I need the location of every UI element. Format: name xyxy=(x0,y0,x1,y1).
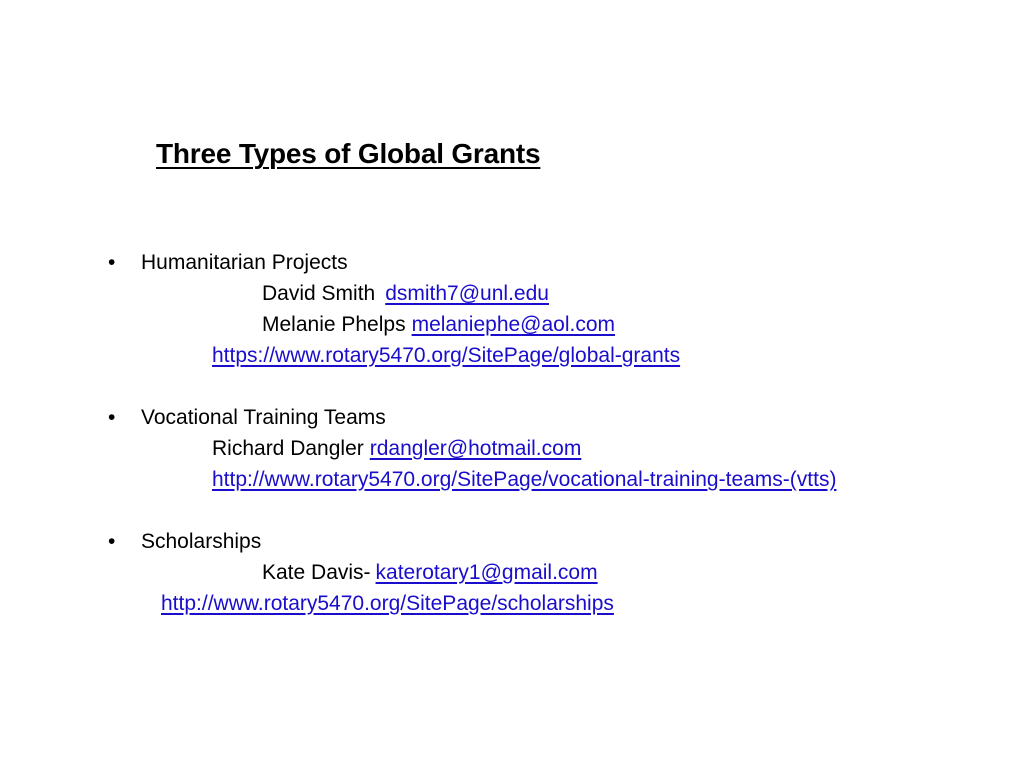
section-heading-humanitarian: Humanitarian Projects xyxy=(141,251,348,274)
email-link-dsmith[interactable]: dsmith7@unl.edu xyxy=(385,282,549,305)
email-link-rdangler[interactable]: rdangler@hotmail.com xyxy=(369,437,582,460)
bullet-icon: • xyxy=(108,406,116,429)
contact-name: David Smith xyxy=(262,282,376,305)
section-heading-scholarships: Scholarships xyxy=(141,530,262,553)
url-link-vocational-training-teams[interactable]: http://www.rotary5470.org/SitePage/vocational-training-teams-(vtts) xyxy=(212,468,837,491)
contact-name: Melanie Phelps xyxy=(262,313,406,336)
url-link-scholarships[interactable]: http://www.rotary5470.org/SitePage/scholarships xyxy=(161,592,614,615)
contact-row-richard-dangler xyxy=(212,433,581,464)
section-heading-vocational: Vocational Training Teams xyxy=(141,406,386,429)
contact-row-david-smith xyxy=(262,278,549,309)
bullet-icon: • xyxy=(108,251,116,274)
contact-name: Kate Davis- xyxy=(262,561,371,584)
contact-row-melanie-phelps xyxy=(262,309,615,340)
email-link-melaniephe[interactable]: melaniephe@aol.com xyxy=(411,313,616,336)
contact-row-kate-davis xyxy=(262,557,598,588)
email-link-katerotary1[interactable]: katerotary1@gmail.com xyxy=(375,561,598,584)
bullet-icon: • xyxy=(108,530,116,553)
contact-name: Richard Dangler xyxy=(212,437,364,460)
url-link-global-grants[interactable]: https://www.rotary5470.org/SitePage/global-grants xyxy=(212,344,681,367)
slide-title: Three Types of Global Grants xyxy=(156,138,541,169)
